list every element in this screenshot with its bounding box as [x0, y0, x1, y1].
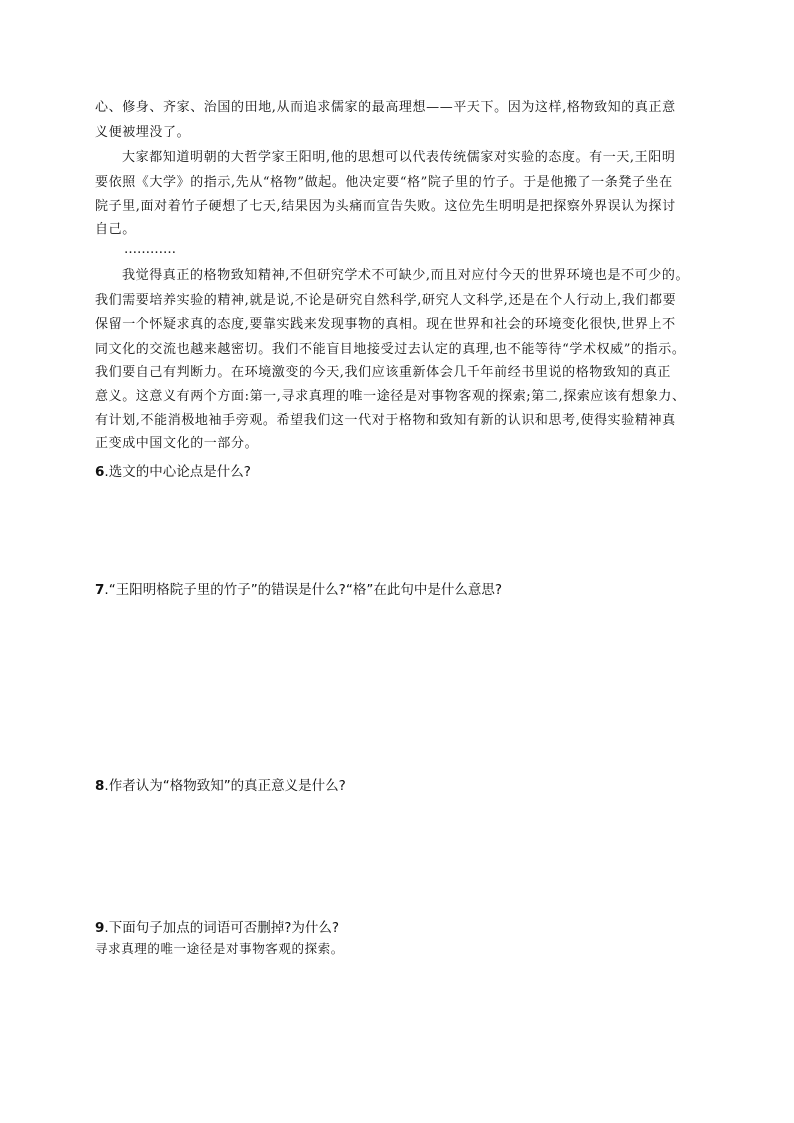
passage-line-14: 正变成中国文化的一部分。	[95, 436, 259, 451]
passage-line-6: 自己。	[95, 222, 136, 237]
question-7-text: .“王阳明格院子里的竹子”的错误是什么?“格”在此句中是什么意思?	[104, 582, 503, 598]
question-6-text: .选文的中心论点是什么?	[104, 464, 251, 480]
passage-line-3: 大家都知道明朝的大哲学家王阳明,他的思想可以代表传统儒家对实验的态度。有一天,王阳明	[122, 150, 676, 165]
question-6-answer-area[interactable]	[95, 490, 705, 570]
question-9-sentence: 寻求真理的唯一途径是对事物客观的探索。	[95, 941, 344, 956]
question-9-number: 9	[95, 920, 105, 936]
passage-line-7: 我觉得真正的格物致知精神,不但研究学术不可缺少,而且对应付今天的世界环境也是不可少的。	[122, 268, 690, 283]
question-6	[95, 462, 251, 482]
question-8-text: .作者认为“格物致知”的真正意义是什么?	[104, 778, 346, 794]
passage-line-5: 院子里,面对着竹子硬想了七天,结果因为头痛而宣告失败。这位先生明明是把探察外界误认为探讨	[95, 199, 676, 214]
question-9-answer-area[interactable]	[95, 965, 705, 1085]
passage-line-8: 我们需要培养实验的精神,就是说,不论是研究自然科学,研究人文科学,还是在个人行动上,我们都要	[95, 293, 677, 308]
passage-line-1: 心、修身、齐家、治国的田地,从而追求儒家的最高理想——平天下。因为这样,格物致知的真正意	[95, 100, 676, 115]
question-8-answer-area[interactable]	[95, 804, 705, 904]
question-9-text: .下面句子加点的词语可否删掉?为什么?	[104, 920, 340, 936]
question-8-number: 8	[95, 778, 105, 794]
passage-line-13: 有计划,不能消极地袖手旁观。希望我们这一代对于格物和致知有新的认识和思考,使得实验精神真	[95, 413, 676, 428]
passage-line-9: 保留一个怀疑求真的态度,要靠实践来发现事物的真相。现在世界和社会的环境变化很快,世界上不	[95, 317, 676, 332]
passage-line-11: 我们要自己有判断力。在环境激变的今天,我们应该重新体会几千年前经书里说的格物致知的真正	[95, 365, 671, 380]
question-9	[95, 918, 339, 938]
passage-ellipsis: …………	[124, 242, 176, 257]
passage-line-12: 意义。这意义有两个方面:第一,寻求真理的唯一途径是对事物客观的探索;第二,探索应该有想象力、	[95, 389, 686, 404]
passage-line-4: 要依照《大学》的指示,先从“格物”做起。他决定要“格”院子里的竹子。于是他搬了一条凳子坐在	[95, 175, 673, 190]
passage-line-10: 同文化的交流也越来越密切。我们不能盲目地接受过去认定的真理,也不能等待“学术权威”的指示。	[95, 342, 686, 357]
question-7-answer-area[interactable]	[95, 608, 705, 748]
question-8	[95, 776, 346, 796]
question-7	[95, 580, 502, 600]
passage-line-2: 义便被埋没了。	[95, 125, 191, 140]
question-6-number: 6	[95, 464, 105, 480]
question-7-number: 7	[95, 582, 105, 598]
